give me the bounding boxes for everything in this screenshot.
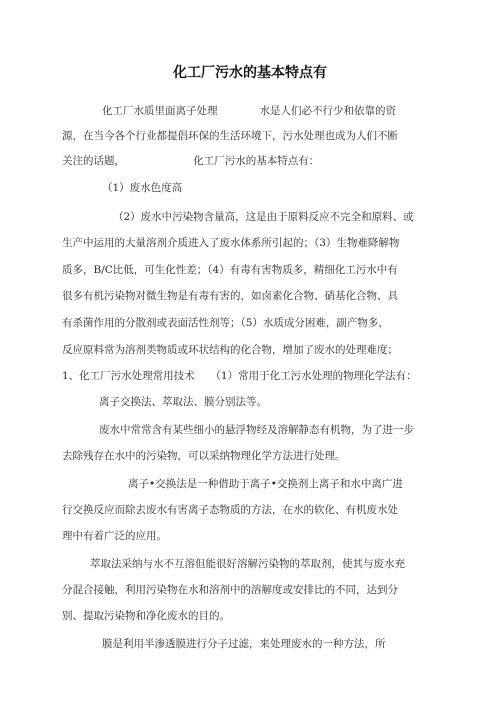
paragraph-line: 分混合接触，利用污染物在水和溶剂中的溶解度或安排比的不同，达到分 — [62, 584, 398, 596]
paragraph-line: 离子交换法、萃取法、膜分别法等。 — [99, 396, 267, 408]
paragraph-line: 别、提取污染物和净化废水的目的。 — [62, 610, 230, 622]
paragraph-line: （2）废水中污染物含量高，这是由于原料反应不完全和原料、或 — [113, 211, 414, 223]
paragraph-line: 有杀菌作用的分散剂或表面活性剂等；（5）水质成分困难，副产物多， — [62, 317, 389, 329]
paragraph-line: 萃取法采纳与水不互溶但能很好溶解污染物的萃取剂，使其与废水充 — [90, 558, 405, 570]
paragraph-line: 质多，B/C比低，可生化性差；（4）有毒有害物质多，精细化工污水中有 — [62, 264, 398, 276]
paragraph-line: 离子•交换法是一种借助于离子•交换剂上离子和水中离广进 — [128, 478, 403, 490]
paragraph-line: 反应原料常为溶剂类物质或环状结构的化合物，增加了废水的处理难度； — [62, 344, 398, 356]
paragraph-line: 源，在当今各个行业都提倡环保的生活环境下，污水处理也成为人们不断 — [62, 130, 398, 142]
document-title: 化工厂污水的基本特点有 — [173, 65, 327, 81]
paragraph-line: 很多有机污染物对微生物是有毒有害的，如卤素化合物、硝基化合物、具 — [62, 290, 398, 302]
paragraph-line: 去除残存在水中的污染物，可以采纳物理化学方法进行处理。 — [62, 450, 346, 462]
paragraph-line: 理中有着广泛的应用。 — [62, 530, 167, 542]
paragraph-line: （1）废水色度高 — [102, 182, 183, 194]
paragraph-line: 化工厂水质里面离子处理 水是人们必不行少和依靠的资 — [102, 105, 396, 117]
paragraph-line: 废水中常常含有某些细小的悬浮物经及溶解静态有机物，为了进一步 — [99, 424, 414, 436]
section-heading: 1、化工厂污水处理常用技术 （1）常用于化工污水处理的物理化学法有： — [62, 370, 417, 382]
paragraph-line: 行交换反应而除去废水有害离子态物质的方法，在水的软化、有机废水处 — [62, 504, 398, 516]
paragraph-line: 生产中运用的大量溶剂介质进入了废水体系所引起的；（3）生物难降解物 — [62, 237, 400, 249]
paragraph-line: 关注的话题， 化工厂污水的基本特点有： — [62, 155, 320, 167]
paragraph-line: 膜是利用半渗透膜进行分子过滤，来处理废水的一种方法，所 — [102, 638, 386, 650]
